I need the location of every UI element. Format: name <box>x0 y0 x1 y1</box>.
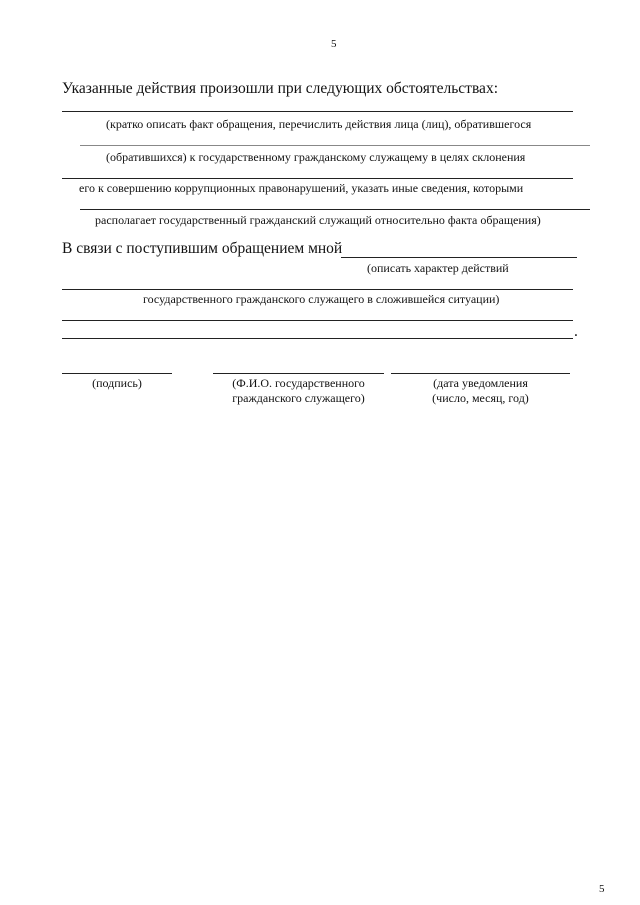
response-line-1[interactable] <box>62 289 573 290</box>
response-line-inline[interactable] <box>341 257 577 258</box>
date-label-line-2: (число, месяц, год) <box>432 391 529 405</box>
page-number-top: 5 <box>331 38 337 50</box>
response-hint-1: (описать характер действий <box>367 261 509 275</box>
circumstances-line-3[interactable] <box>62 178 573 179</box>
circumstances-hint-1: (кратко описать факт обращения, перечислить действия лица (лиц), обратившегося <box>106 117 532 131</box>
response-line-2[interactable] <box>62 320 573 321</box>
date-label <box>391 376 570 406</box>
name-label-line-1: (Ф.И.О. государственного <box>232 376 365 390</box>
circumstances-heading: Указанные действия произошли при следующих обстоятельствах: <box>62 80 498 97</box>
signature-label: (подпись) <box>92 376 142 390</box>
circumstances-hint-2: (обратившихся) к государственному гражданскому служащему в целях склонения <box>106 150 526 164</box>
date-label-line-1: (дата уведомления <box>433 376 528 390</box>
circumstances-line-4[interactable] <box>80 209 590 210</box>
signature-line[interactable] <box>62 373 172 374</box>
date-line[interactable] <box>391 373 570 374</box>
circumstances-line-2[interactable] <box>80 145 590 146</box>
circumstances-line-1[interactable] <box>62 111 573 112</box>
circumstances-hint-3: его к совершению коррупционных правонарушений, указать иные сведения, которыми <box>79 181 524 195</box>
circumstances-hint-4: располагает государственный гражданский служащий относительно факта обращения) <box>95 213 541 227</box>
page-number-bottom: 5 <box>599 883 605 895</box>
name-label-line-2: гражданского служащего) <box>232 391 365 405</box>
response-lead-text: В связи с поступившим обращением мной <box>62 240 343 257</box>
closing-period: . <box>574 323 578 340</box>
response-line-3[interactable] <box>62 338 573 339</box>
response-hint-2: государственного гражданского служащего в сложившейся ситуации) <box>143 292 500 306</box>
name-label <box>213 376 384 406</box>
name-line[interactable] <box>213 373 384 374</box>
